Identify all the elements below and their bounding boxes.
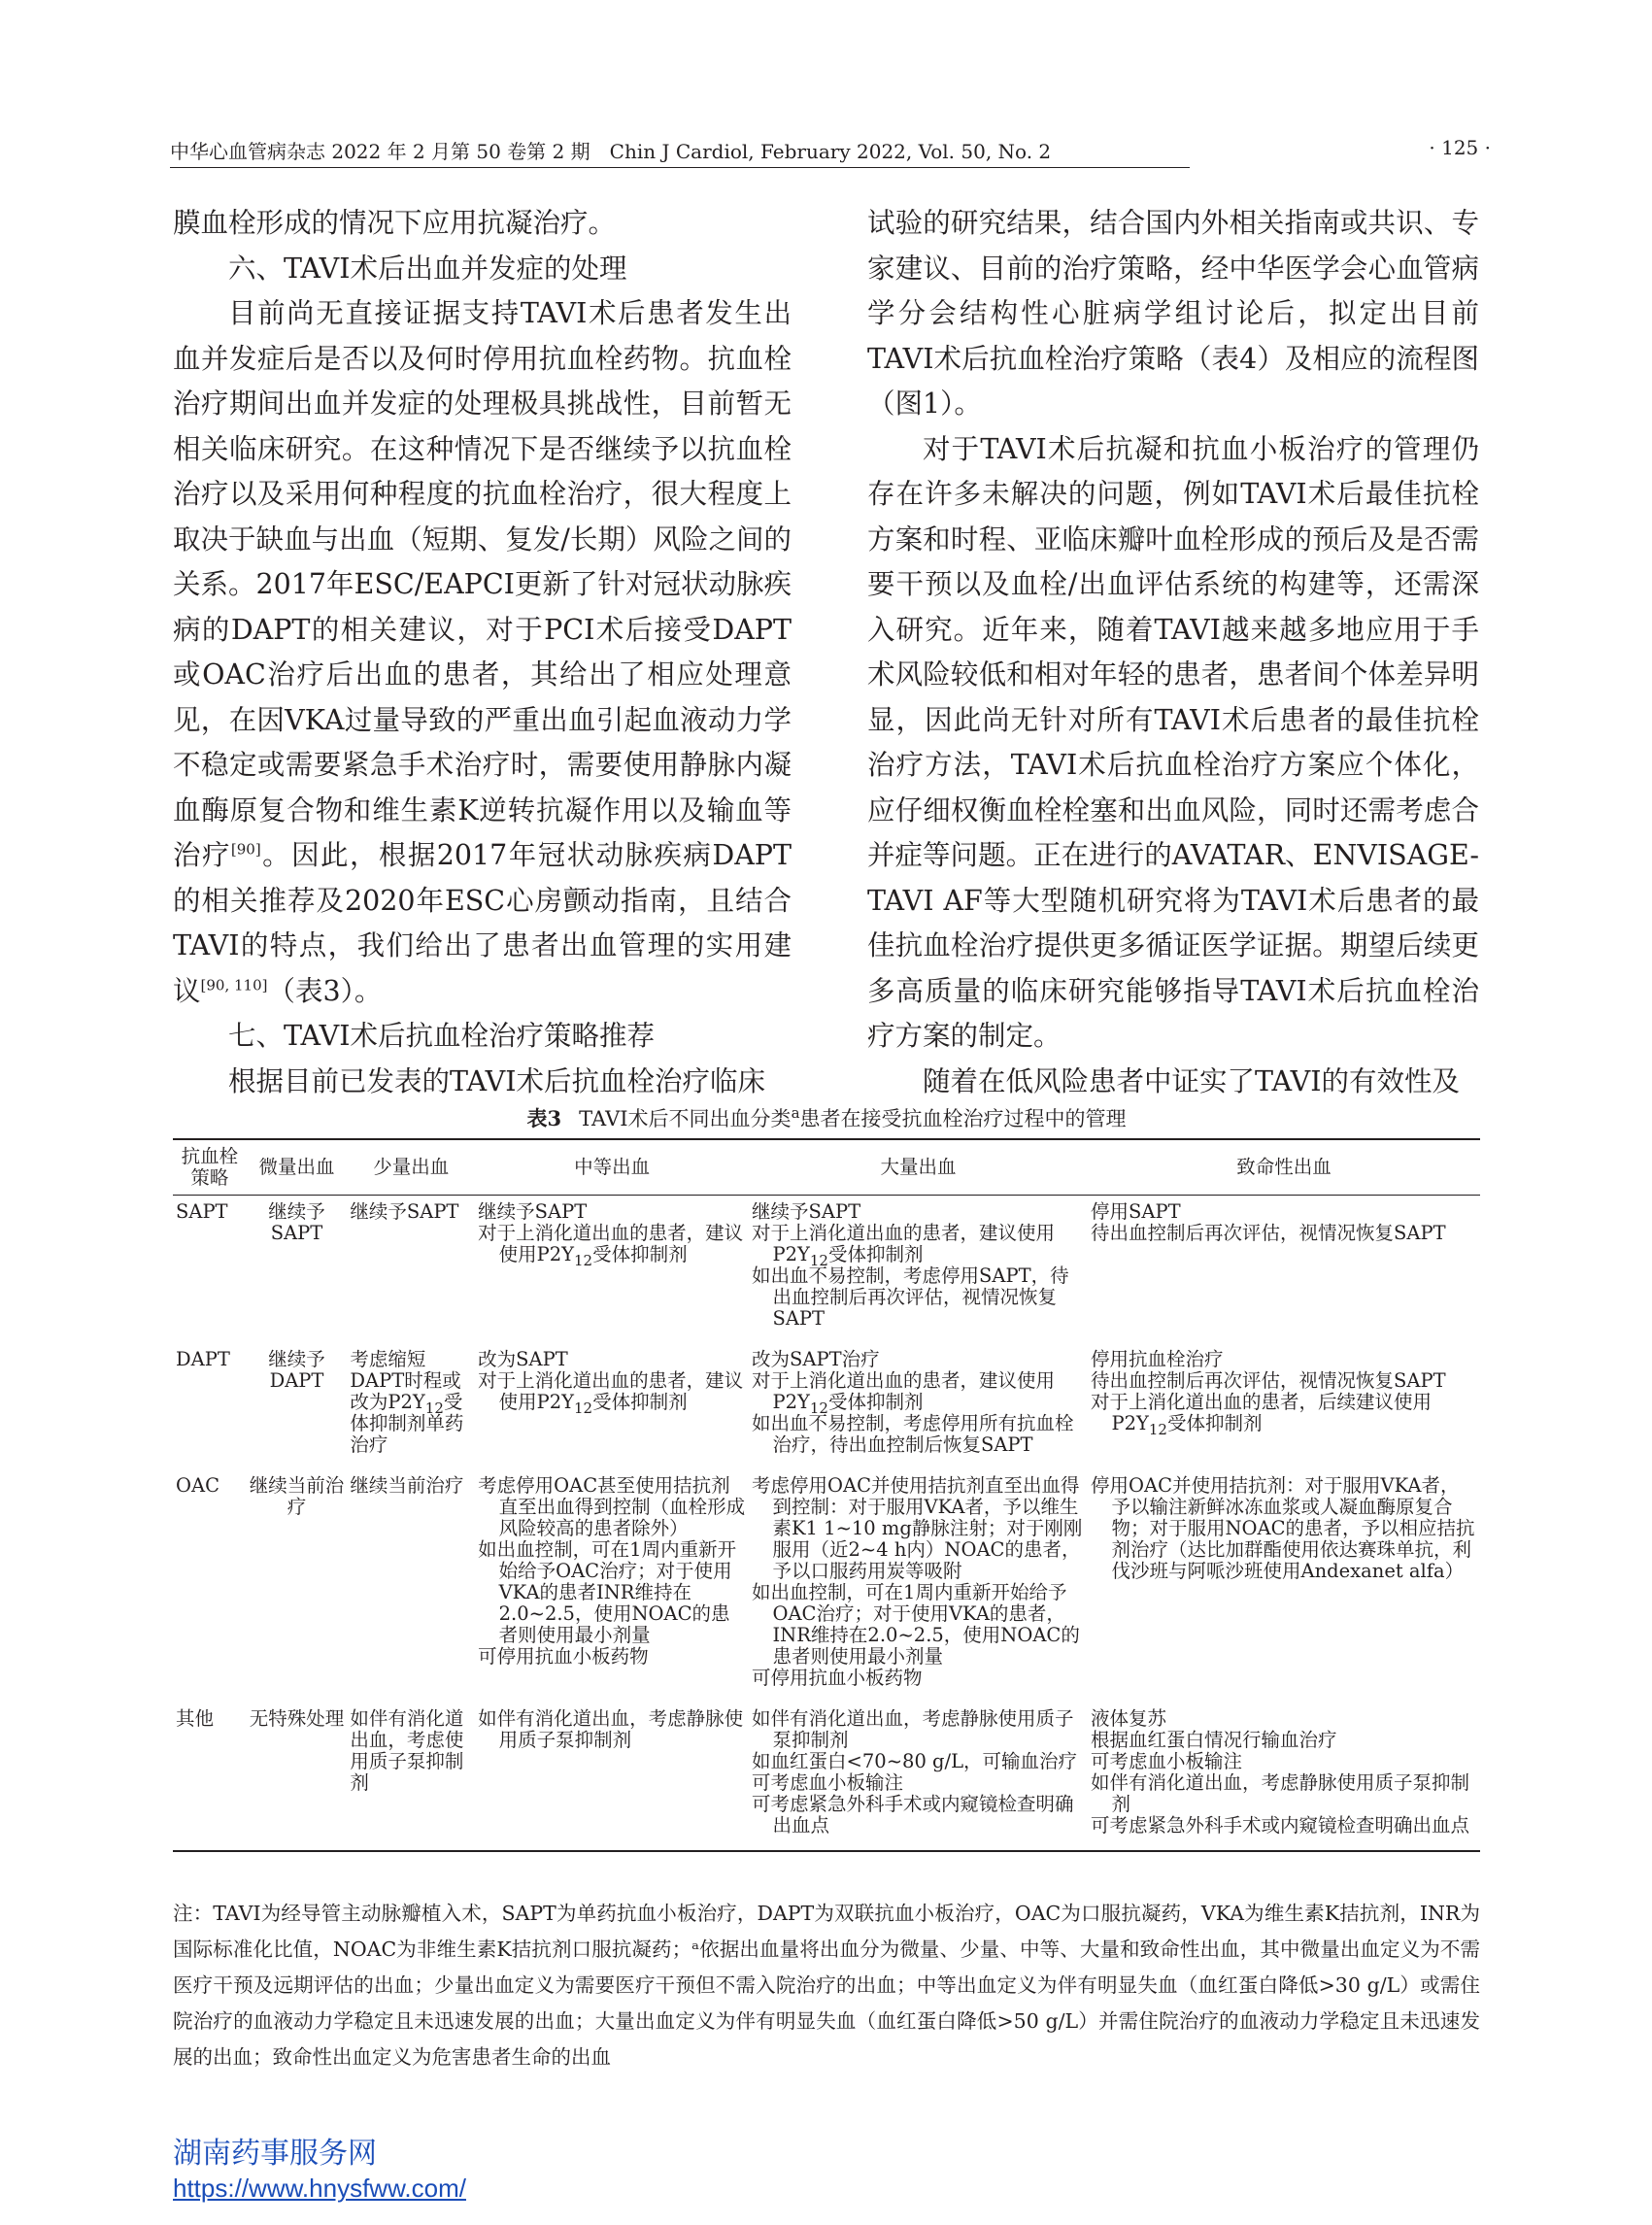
cell-line: 液体复苏 bbox=[1091, 1707, 1167, 1730]
cell-fatal bbox=[1088, 1343, 1480, 1469]
page-number: · 125 · bbox=[1429, 136, 1491, 159]
cell-line: 对于上消化道出血的患者，建议使用$P2Y_{12}$受体抑制剂 bbox=[752, 1369, 1056, 1417]
column-header: 抗血栓策略 bbox=[181, 1145, 239, 1189]
cell-minimal: 继续予SAPT bbox=[268, 1200, 325, 1244]
cell-minimal: 继续予DAPT bbox=[268, 1348, 325, 1392]
cell-line: 改为SAPT bbox=[478, 1348, 568, 1370]
cell-line: 如伴有消化道出血，考虑静脉使用质子泵抑制剂 bbox=[1091, 1771, 1470, 1815]
cell-major bbox=[749, 1469, 1088, 1702]
paragraph: 试验的研究结果，结合国内外相关指南或共识、专家建议、目前的治疗策略，经中华医学会心血管病学分会结构性心脏病学组讨论后，拟定出目前TAVI术后抗血栓治疗策略（表4）及相应的流程图（图1）。 bbox=[867, 207, 1479, 420]
paragraph: 根据目前已发表的TAVI术后抗血栓治疗临床 bbox=[228, 1064, 765, 1097]
cell-line: 根据血红蛋白情况行输血治疗 bbox=[1091, 1729, 1337, 1751]
cell-line: 如血红蛋白<70~80 g/L，可输血治疗 bbox=[752, 1750, 1078, 1772]
section-heading-7: 七、TAVI术后抗血栓治疗策略推荐 bbox=[228, 1020, 655, 1052]
cell-line: 可考虑血小板输注 bbox=[1091, 1750, 1243, 1772]
cell-line: 如出血不易控制，考虑停用SAPT，待出血控制后再次评估，视情况恢复SAPT bbox=[752, 1264, 1069, 1330]
paragraph: 膜血栓形成的情况下应用抗凝治疗。 bbox=[173, 207, 617, 239]
cell-fatal bbox=[1088, 1196, 1480, 1344]
cell-line: 如伴有消化道出血，考虑静脉使用质子泵抑制剂 bbox=[752, 1707, 1074, 1751]
cell-minor: 考虑缩短DAPT时程或改为$P2Y_{12}$受体抑制剂单药治疗 bbox=[350, 1348, 464, 1456]
cell-line: 继续予SAPT bbox=[752, 1200, 861, 1223]
column-header: 少量出血 bbox=[373, 1156, 450, 1178]
journal-citation: 中华心血管病杂志 2022 年 2 月第 50 卷第 2 期 Chin J Cardiol, February 2022, Vol. 50, No. 2 bbox=[170, 140, 1052, 163]
cell-line: 待出血控制后再次评估，视情况恢复SAPT bbox=[1091, 1222, 1446, 1244]
cell-minor: 继续当前治疗 bbox=[350, 1474, 464, 1497]
paragraph: 对于TAVI术后抗凝和抗血小板治疗的管理仍存在许多未解决的问题，例如TAVI术后最佳抗栓方案和时程、亚临床瓣叶血栓形成的预后及是否需要干预以及血栓/出血评估系统的构建等，还需深入研究。近年来，随着TAVI越来越多地应用于手术风险较低和相对年轻的患者，患者间个体差异明显，因此尚无针对所有TAVI术后患者的最佳抗栓治疗方法，TAVI术后抗血栓治疗方案应个体化，应仔细权衡血栓栓塞和出血风险，同时还需考虑合并症等问题。正在进行的AVATAR、ENVISAGE-TAVI AF等大型随机研究将为TAVI术后患者的最佳抗血栓治疗提供更多循证医学证据。期望后续更多高质量的临床研究能够指导TAVI术后抗血栓治疗方案的制定。 bbox=[867, 432, 1479, 1052]
paragraph-bleeding: 目前尚无直接证据支持TAVI术后患者发生出血并发症后是否以及何时停用抗血栓药物。抗血栓治疗期间出血并发症的处理极具挑战性，目前暂无相关临床研究。在这种情况下是否继续予以抗血栓治疗以及采用何种程度的抗血栓治疗，很大程度上取决于缺血与出血（短期、复发/长期）风险之间的关系。2017年ESC/EAPCI更新了针对冠状动脉疾病的DAPT的相关建议，对于PCI术后接受DAPT或OAC治疗后出血的患者，其给出了相应处理意见，在因VKA过量导致的严重出血引起血液动力学不稳定或需要紧急手术治疗时，需要使用静脉内凝血酶原复合物和维生素K逆转抗凝作用以及输血等治疗[90]。因此，根据2017年冠状动脉疾病DAPT的相关推荐及2020年ESC心房颤动指南，且结合TAVI的特点，我们给出了患者出血管理的实用建议[90, 110]（表3）。 bbox=[173, 297, 792, 1007]
table-label: 表3 bbox=[526, 1106, 562, 1130]
cell-strategy: SAPT bbox=[176, 1200, 228, 1223]
cell-line: 停用抗血栓治疗 bbox=[1091, 1348, 1224, 1370]
cell-line: 考虑停用OAC并使用拮抗剂直至出血得到控制：对于服用VKA者，予以维生素K1 1~10 mg静脉注射；对于刚刚服用（近2~4 h内）NOAC的患者，予以口服药用炭等吸附 bbox=[752, 1474, 1083, 1582]
table-row bbox=[173, 1469, 1480, 1702]
cell-strategy: DAPT bbox=[176, 1348, 230, 1370]
cell-line: 可停用抗血小板药物 bbox=[752, 1667, 923, 1689]
cell-line: 如出血控制，可在1周内重新开始给予OAC治疗；对于使用VKA的患者INR维持在2.0~2.5，使用NOAC的患者则使用最小剂量 bbox=[478, 1538, 737, 1646]
cell-moderate bbox=[475, 1343, 749, 1469]
paragraph: 随着在低风险患者中证实了TAVI的有效性及 bbox=[923, 1064, 1460, 1097]
table-header-row bbox=[173, 1139, 1480, 1196]
cell-strategy: OAC bbox=[176, 1474, 219, 1497]
column-header: 致命性出血 bbox=[1236, 1156, 1332, 1178]
table-caption: 表3 TAVI术后不同出血分类$^a$患者在接受抗血栓治疗过程中的管理 bbox=[526, 1104, 1127, 1130]
cell-line: 如出血控制，可在1周内重新开始给予OAC治疗；对于使用VKA的患者，INR维持在2.0~2.5，使用NOAC的患者则使用最小剂量 bbox=[752, 1581, 1080, 1668]
cell-major bbox=[749, 1196, 1088, 1344]
cell-major bbox=[749, 1702, 1088, 1851]
cell-line: 如出血不易控制，考虑停用所有抗血栓治疗，待出血控制后恢复SAPT bbox=[752, 1412, 1074, 1456]
column-header: 微量出血 bbox=[258, 1156, 335, 1178]
cell-moderate bbox=[475, 1469, 749, 1702]
column-header: 中等出血 bbox=[574, 1156, 651, 1178]
cell-line: 可考虑血小板输注 bbox=[752, 1771, 904, 1794]
site-url-link[interactable]: https://www.hnysfww.com/ bbox=[173, 2174, 466, 2203]
table-row bbox=[173, 1196, 1480, 1344]
cell-minimal: 继续当前治疗 bbox=[249, 1474, 345, 1518]
cell-minimal: 无特殊处理 bbox=[249, 1707, 345, 1730]
cell-line: 对于上消化道出血的患者，后续建议使用$P2Y_{12}$受体抑制剂 bbox=[1091, 1391, 1433, 1438]
cell-line: 停用OAC并使用拮抗剂：对于服用VKA者，予以输注新鲜冰冻血浆或人凝血酶原复合物；对于服用NOAC的患者，予以相应拮抗剂治疗（达比加群酯使用依达赛珠单抗，利伐沙班与阿哌沙班使用Andexanet alfa） bbox=[1091, 1474, 1475, 1582]
cell-moderate bbox=[475, 1702, 749, 1851]
cell-line: 可停用抗血小板药物 bbox=[478, 1645, 649, 1668]
watermark bbox=[173, 2137, 466, 2205]
cell-line: 继续予SAPT bbox=[478, 1200, 588, 1223]
running-header bbox=[170, 130, 1491, 169]
citation-ref: [90, 110] bbox=[200, 976, 268, 994]
cell-line: 对于上消化道出血的患者，建议使用$P2Y_{12}$受体抑制剂 bbox=[752, 1222, 1056, 1269]
right-column bbox=[867, 201, 1479, 1104]
header-rule bbox=[170, 167, 1190, 168]
table-3 bbox=[173, 1099, 1480, 1852]
section-heading-6: 六、TAVI术后出血并发症的处理 bbox=[228, 252, 627, 285]
table-row bbox=[173, 1702, 1480, 1851]
citation-ref: [90] bbox=[230, 840, 261, 859]
cell-moderate bbox=[475, 1196, 749, 1344]
cell-minor: 继续予SAPT bbox=[350, 1200, 459, 1223]
cell-line: 如伴有消化道出血，考虑静脉使用质子泵抑制剂 bbox=[478, 1707, 744, 1751]
cell-strategy: 其他 bbox=[176, 1707, 215, 1730]
management-table bbox=[173, 1138, 1480, 1852]
cell-minor: 如伴有消化道出血，考虑使用质子泵抑制剂 bbox=[350, 1707, 464, 1794]
cell-line: 对于上消化道出血的患者，建议使用$P2Y_{12}$受体抑制剂 bbox=[478, 1222, 744, 1269]
left-column bbox=[173, 201, 792, 1104]
cell-line: 可考虑紧急外科手术或内窥镜检查明确出血点 bbox=[1091, 1814, 1470, 1837]
site-name: 湖南药事服务网 bbox=[173, 2138, 377, 2170]
cell-line: 停用SAPT bbox=[1091, 1200, 1181, 1223]
cell-line: 考虑停用OAC甚至使用拮抗剂直至出血得到控制（血栓形成风险较高的患者除外） bbox=[478, 1474, 746, 1539]
cell-line: 待出血控制后再次评估，视情况恢复SAPT bbox=[1091, 1369, 1446, 1392]
cell-line: 改为SAPT治疗 bbox=[752, 1348, 880, 1370]
cell-fatal bbox=[1088, 1702, 1480, 1851]
table-note: 注：TAVI为经导管主动脉瓣植入术，SAPT为单药抗血小板治疗，DAPT为双联抗血小板治疗，OAC为口服抗凝药，VKA为维生素K拮抗剂，INR为国际标准化比值，NOAC为非维生素K拮抗剂口服抗凝药；ᵃ依据出血量将出血分为微量、少量、中等、大量和致命性出血，其中微量出血定义为不需医疗干预及远期评估的出血；少量出血定义为需要医疗干预但不需入院治疗的出血；中等出血定义为伴有明显失血（血红蛋白降低>30 g/L）或需住院治疗的血液动力学稳定且未迅速发展的出血；大量出血定义为伴有明显失血（血红蛋白降低>50 g/L）并需住院治疗的血液动力学稳定且未迅速发展的出血；致命性出血定义为危害患者生命的出血 bbox=[173, 1902, 1480, 2069]
column-header: 大量出血 bbox=[880, 1156, 957, 1178]
cell-line: 可考虑紧急外科手术或内窥镜检查明确出血点 bbox=[752, 1793, 1074, 1837]
table-row bbox=[173, 1343, 1480, 1469]
cell-line: 对于上消化道出血的患者，建议使用$P2Y_{12}$受体抑制剂 bbox=[478, 1369, 744, 1417]
cell-major bbox=[749, 1343, 1088, 1469]
cell-fatal bbox=[1088, 1469, 1480, 1702]
